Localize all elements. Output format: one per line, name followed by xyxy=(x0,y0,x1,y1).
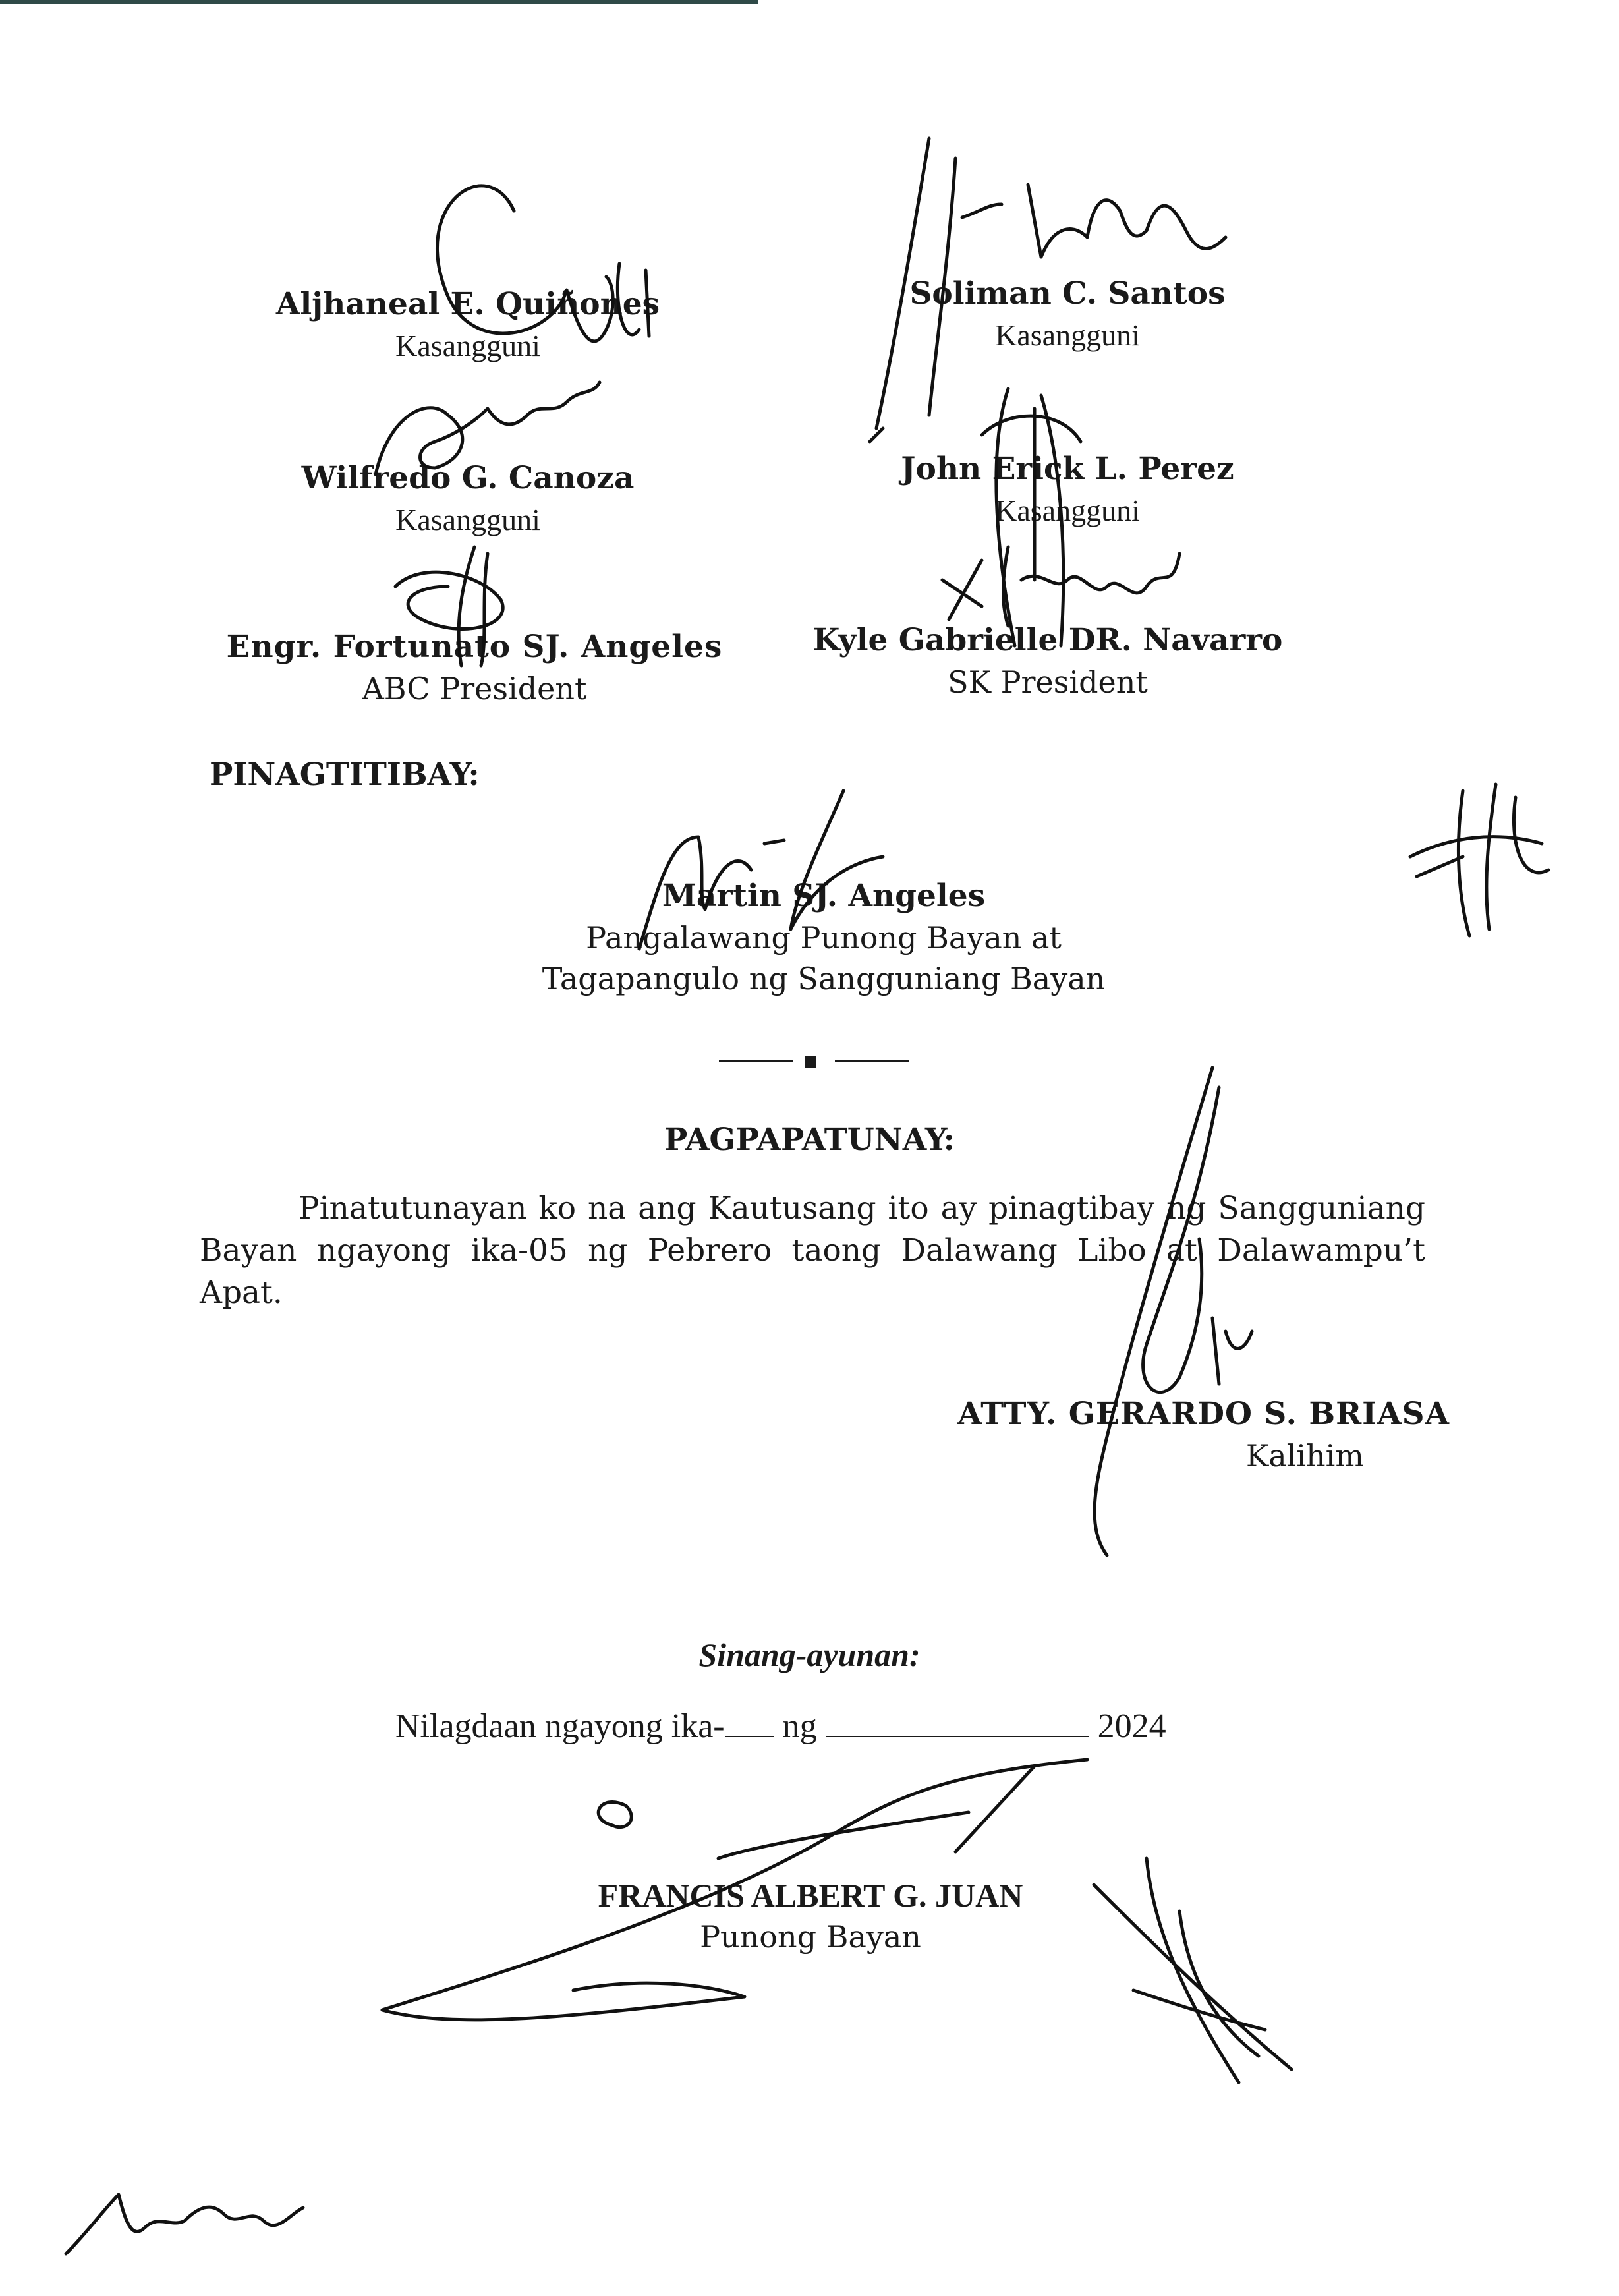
signatory-title: Kasangguni xyxy=(995,318,1140,352)
signatory-title: ABC President xyxy=(362,671,587,706)
signatory-title: Kasangguni xyxy=(995,494,1140,527)
signed-year: 2024 xyxy=(1097,1708,1166,1745)
certification-heading: PAGPAPATUNAY: xyxy=(664,1122,955,1158)
signature-angeles xyxy=(382,547,527,666)
signatory-title: Kasangguni xyxy=(395,503,540,536)
signed-mid: ng xyxy=(782,1708,817,1745)
day-blank xyxy=(725,1735,774,1737)
certification-body: Pinatutunayan ko na ang Kautusang ito ay pinagtibay ng Sangguniang Bayan ngayong ika-05 ng Pebrero taong Dalawang Libo at Dalawampu’t Apat. xyxy=(200,1190,1425,1311)
certification-title: Kalihim xyxy=(1245,1438,1364,1474)
month-blank xyxy=(826,1735,1089,1737)
signature-martin xyxy=(633,784,909,956)
signatory-name: Kyle Gabrielle DR. Navarro xyxy=(812,622,1283,658)
mayor-name: FRANCIS ALBERT G. JUAN xyxy=(598,1877,1023,1914)
signatory-title: SK President xyxy=(948,664,1148,700)
signed-prefix: Nilagdaan ngayong ika- xyxy=(395,1708,725,1745)
approval-name: Martin SJ. Angeles xyxy=(662,878,986,914)
signature-juan xyxy=(376,1753,1100,2030)
signature-navarro xyxy=(936,540,1186,633)
certification-name: ATTY. GERARDO S. BRIASA xyxy=(957,1396,1450,1432)
signed-date-line xyxy=(395,1707,1166,1746)
signatory-name: Soliman C. Santos xyxy=(909,275,1226,312)
signature-bottom-left xyxy=(59,2181,310,2267)
section-divider xyxy=(714,1053,911,1069)
mayor-title: Punong Bayan xyxy=(700,1919,921,1955)
signature-margin-right xyxy=(1404,784,1555,942)
top-edge-line xyxy=(0,0,758,4)
approval-heading: PINAGTITIBAY: xyxy=(210,757,480,793)
signature-canoza xyxy=(369,376,606,488)
signature-margin-bottom-right xyxy=(1094,1858,1305,2096)
signatory-name: Wilfredo G. Canoza xyxy=(301,460,635,496)
concurrence-heading: Sinang-ayunan: xyxy=(698,1636,921,1673)
approval-title-line2: Tagapangulo ng Sangguniang Bayan xyxy=(542,961,1106,996)
signature-briasa xyxy=(1002,1068,1265,1555)
signatory-name: John Erick L. Perez xyxy=(901,451,1234,487)
signatory-name: Aljhaneal E. Quiñones xyxy=(275,286,660,322)
signatory-name: Engr. Fortunato SJ. Angeles xyxy=(226,629,723,665)
approval-title-line1: Pangalawang Punong Bayan at xyxy=(586,920,1062,956)
signatory-title: Kasangguni xyxy=(395,329,540,362)
